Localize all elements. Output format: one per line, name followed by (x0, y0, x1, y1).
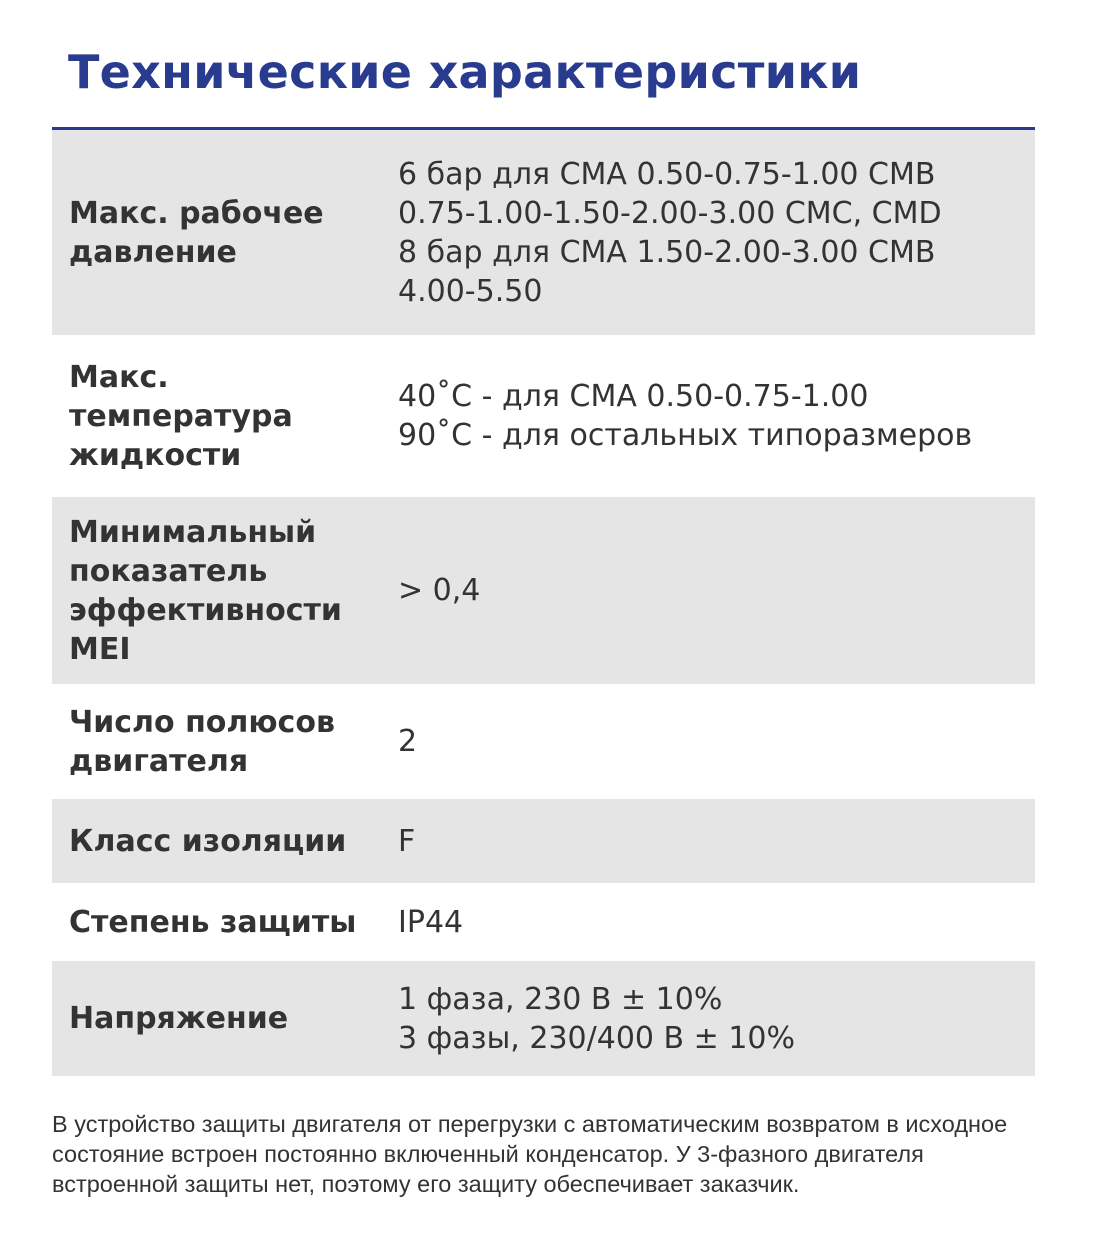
spec-value: F (398, 823, 416, 859)
spec-row-max-pressure (52, 130, 1035, 335)
spec-row-protection-degree (52, 883, 1035, 961)
spec-label: Число полюсов двигателя (69, 704, 335, 779)
spec-value: 40˚C - для CMA 0.50-0.75-1.00 90˚C - для остальных типоразмеров (398, 379, 973, 453)
spec-value: 6 бар для CMA 0.50-0.75-1.00 CMB 0.75-1.00-1.50-2.00-3.00 CMC, CMD 8 бар для CMA 1.50-2.00-3.00 CMB 4.00-5.50 (398, 156, 942, 309)
spec-row-mei (52, 497, 1035, 684)
page-title: Технические характеристики (68, 45, 862, 99)
spec-label: Макс. температура жидкости (69, 359, 293, 473)
spec-value: > 0,4 (398, 573, 481, 608)
spec-label: Напряжение (69, 1001, 289, 1036)
spec-value: 2 (398, 724, 418, 759)
spec-value: 1 фаза, 230 В ± 10% 3 фазы, 230/400 В ± 10% (398, 981, 796, 1056)
spec-row-voltage (52, 961, 1035, 1076)
spec-label: Класс изоляции (69, 823, 347, 859)
footnote: В устройство защиты двигателя от перегрузки с автоматическим возвратом в исходное состояние встроен постоянно включенный конденсатор. У 3-фазного двигателя встроенной защиты нет, поэтому его защиту обеспечивает заказчик. (52, 1111, 1008, 1197)
spec-row-motor-poles (52, 684, 1035, 799)
spec-row-max-temperature (52, 335, 1035, 497)
spec-label: Макс. рабочее давление (69, 195, 324, 270)
spec-row-insulation-class (52, 799, 1035, 883)
spec-label: Степень защиты (69, 904, 357, 940)
specs-table (52, 130, 1035, 1076)
spec-label: Минимальный показатель эффективности MEI (69, 514, 342, 667)
spec-value: IP44 (398, 904, 464, 940)
